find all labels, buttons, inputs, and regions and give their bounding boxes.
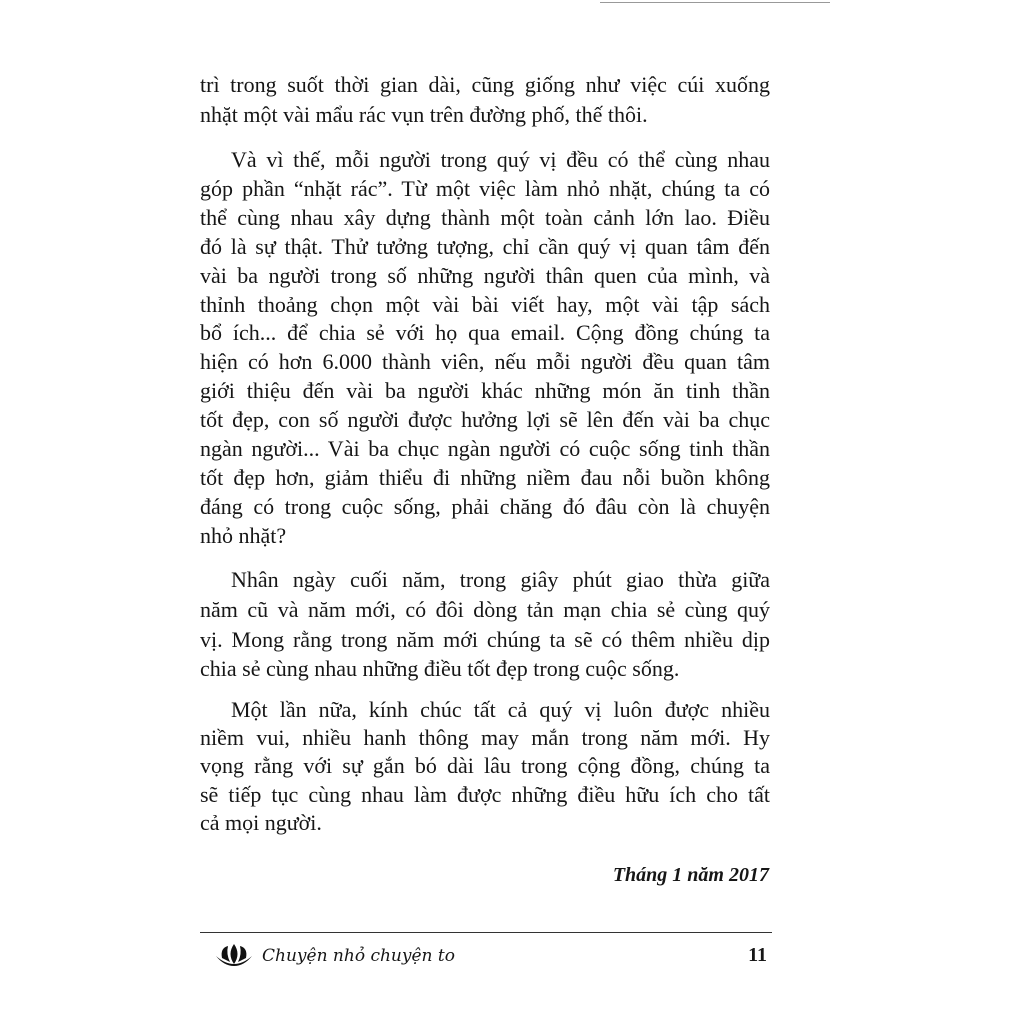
text-line: bổ ích... để chia sẻ với họ qua email. Cộng đồng chúng ta bbox=[200, 320, 770, 345]
text-line: chia sẻ cùng nhau những điều tốt đẹp trong cuộc sống. bbox=[200, 656, 680, 681]
text-line: vài ba người trong số những người thân quen của mình, và bbox=[200, 263, 770, 288]
text-line: giới thiệu đến vài ba người khác những món ăn tinh thần bbox=[200, 378, 770, 403]
text-line: nhặt một vài mẩu rác vụn trên đường phố, thế thôi. bbox=[200, 102, 648, 127]
text-line: Và vì thế, mỗi người trong quý vị đều có thể cùng nhau bbox=[231, 147, 770, 172]
text-line: thể cùng nhau xây dựng thành một toàn cảnh lớn lao. Điều bbox=[200, 205, 770, 230]
date-signature: Tháng 1 năm 2017 bbox=[612, 864, 769, 886]
text-line: thỉnh thoảng chọn một vài bài viết hay, một vài tập sách bbox=[200, 292, 770, 317]
text-line: Nhân ngày cuối năm, trong giây phút giao thừa giữa bbox=[231, 567, 770, 592]
text-line: góp phần “nhặt rác”. Từ một việc làm nhỏ nhặt, chúng ta có bbox=[200, 176, 770, 201]
text-line: đáng có trong cuộc sống, phải chăng đó đâu còn là chuyện bbox=[200, 494, 770, 519]
text-line: tốt đẹp, con số người được hưởng lợi sẽ lên đến vài ba chục bbox=[200, 407, 770, 432]
text-line: niềm vui, nhiều hanh thông may mắn trong năm mới. Hy bbox=[200, 725, 770, 750]
text-line: nhỏ nhặt? bbox=[200, 523, 287, 548]
text-line: cả mọi người. bbox=[200, 810, 322, 835]
lotus-icon bbox=[214, 942, 254, 968]
page-number: 11 bbox=[748, 944, 767, 966]
text-line: vọng rằng với sự gắn bó dài lâu trong cộng đồng, chúng ta bbox=[200, 753, 770, 778]
text-line: đó là sự thật. Thử tưởng tượng, chỉ cần quý vị quan tâm đến bbox=[200, 234, 770, 259]
text-line: vị. Mong rằng trong năm mới chúng ta sẽ có thêm nhiều dịp bbox=[200, 627, 770, 652]
text-line: sẽ tiếp tục cùng nhau làm được những điều hữu ích cho tất bbox=[200, 782, 770, 807]
text-line: tốt đẹp hơn, giảm thiểu đi những niềm đau nỗi buồn không bbox=[200, 465, 770, 490]
text-line: hiện có hơn 6.000 thành viên, nếu mỗi người đều quan tâm bbox=[200, 349, 770, 374]
footer-rule bbox=[200, 932, 772, 933]
text-line: năm cũ và năm mới, có đôi dòng tản mạn chia sẻ cùng quý bbox=[200, 597, 770, 622]
scan-edge-line bbox=[600, 2, 830, 3]
footer-book-title: Chuyện nhỏ chuyện to bbox=[262, 946, 455, 966]
text-line: trì trong suốt thời gian dài, cũng giống như việc cúi xuống bbox=[200, 72, 770, 97]
text-line: Một lần nữa, kính chúc tất cả quý vị luôn được nhiều bbox=[231, 697, 770, 722]
text-line: ngàn người... Vài ba chục ngàn người có cuộc sống tinh thần bbox=[200, 436, 770, 461]
